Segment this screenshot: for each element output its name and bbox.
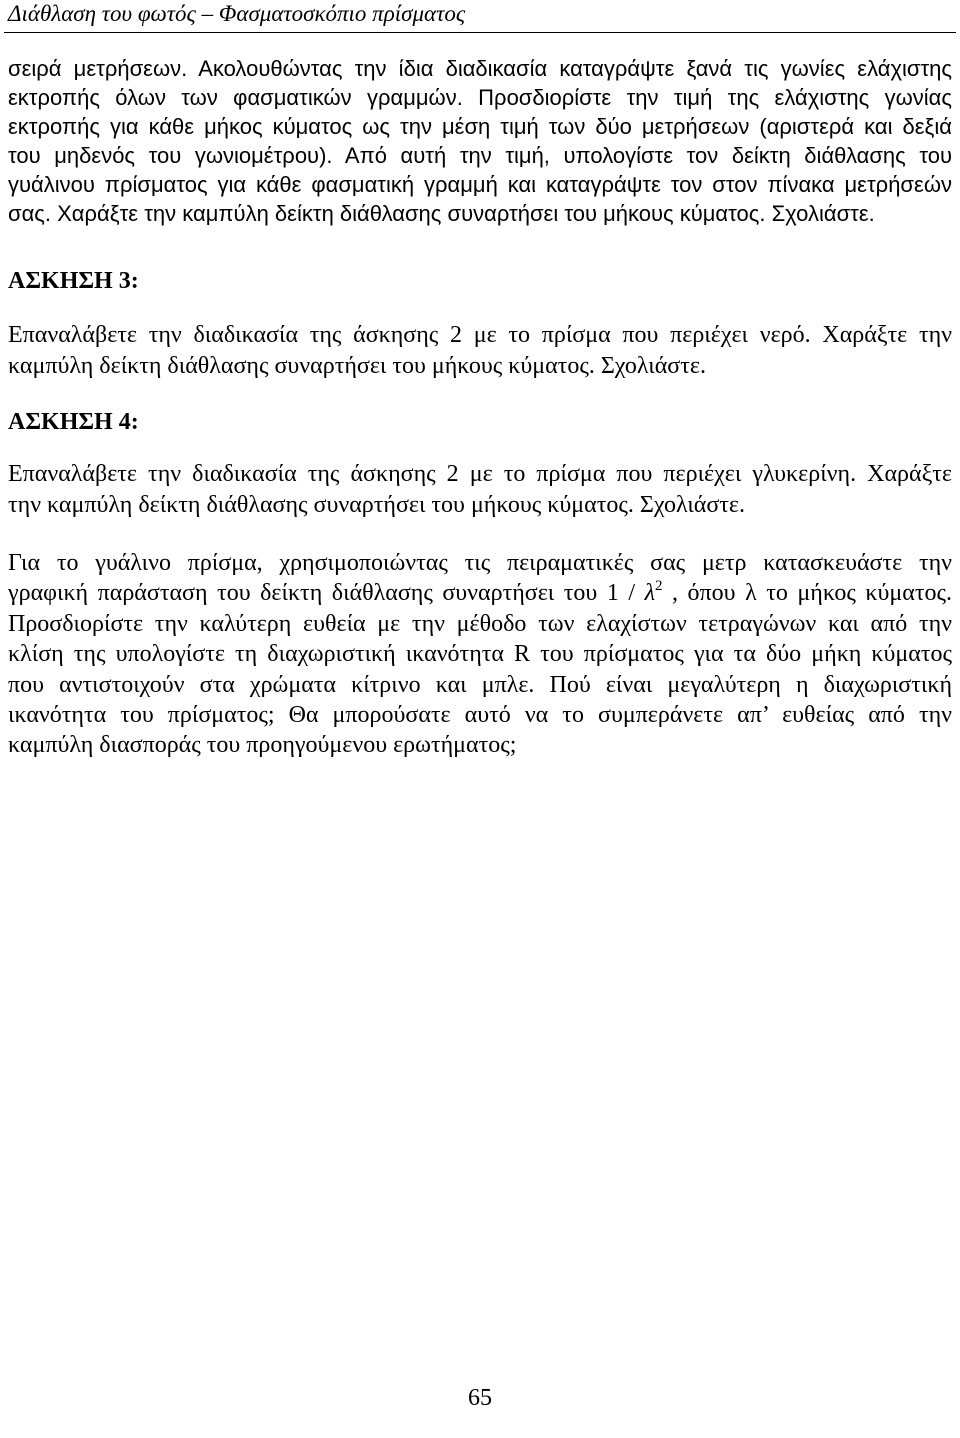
lambda-symbol: λ: [644, 580, 655, 607]
text-line: Προσδιορίστε την καλύτερη ευθεία με την μέθοδο των ελαχίστων τετραγώνων και από την: [8, 610, 952, 637]
text-line: καμπύλη διασποράς του προηγούμενου ερωτήματος;: [8, 732, 517, 759]
formula-lead-text: γραφική παράσταση του δείκτη διάθλασης συναρτήσει του 1 /: [8, 580, 645, 607]
text-line-with-formula: [8, 578, 952, 608]
text-line: την καμπύλη δείκτη διάθλασης συναρτήσει του μήκους κύματος. Σχολιάστε.: [8, 492, 746, 518]
superscript-exponent: 2: [654, 578, 663, 595]
text-line: γυάλινου πρίσματος για κάθε φασματική γραμμή και καταγράψτε τον στον πίνακα μετρήσεών: [8, 172, 952, 197]
formula-trail-text: , όπου λ το μήκος κύματος.: [662, 580, 952, 607]
header-rule: [4, 32, 956, 33]
final-question-paragraph: [8, 548, 952, 761]
text-line: κλίση της υπολογίστε τη διαχωριστική ικανότητα R του πρίσματος για τα δύο μήκη κύματος: [8, 641, 952, 668]
exercise-3-heading: ΑΣΚΗΣΗ 3:: [8, 268, 139, 294]
text-line: που αντιστοιχούν στα χρώματα κίτρινο και μπλε. Πού είναι μεγαλύτερη η διαχωριστική: [8, 671, 952, 698]
text-line: σας. Χαράξτε την καμπύλη δείκτη διάθλασης συναρτήσει του μήκους κύματος. Σχολιάστε.: [8, 201, 875, 226]
text-line: καμπύλη δείκτη διάθλασης συναρτήσει του μήκους κύματος. Σχολιάστε.: [8, 353, 706, 379]
text-line: ικανότητα του πρίσματος; Θα μπορούσατε αυτό να το συμπεράνετε απ’ ευθείας από την: [8, 702, 952, 729]
text-line: Επαναλάβετε την διαδικασία της άσκησης 2 με το πρίσμα που περιέχει γλυκερίνη. Χαράξτε: [8, 461, 952, 487]
intro-paragraph: [8, 54, 952, 228]
running-header-title: Διάθλαση του φωτός – Φασματοσκόπιο πρίσματος: [8, 1, 466, 26]
text-line: του μηδενός του γωνιομέτρου). Από αυτή την τιμή, υπολογίστε τον δείκτη διάθλασης του: [8, 143, 952, 168]
text-line: εκτροπής όλων των φασματικών γραμμών. Προσδιορίστε την τιμή της ελάχιστης γωνίας: [8, 85, 952, 110]
text-line: Για το γυάλινο πρίσμα, χρησιμοποιώντας τις πειραματικές σας μετρ κατασκευάστε την: [8, 550, 952, 576]
running-header: [8, 2, 465, 26]
exercise-4-paragraph: [8, 459, 952, 521]
page-number: 65: [468, 1385, 492, 1411]
text-line: εκτροπής για κάθε μήκος κύματος ως την μέση τιμή των δύο μετρήσεων (αριστερά και δεξιά: [8, 114, 952, 139]
text-line: Επαναλάβετε την διαδικασία της άσκησης 2 με το πρίσμα που περιέχει νερό. Χαράξτε την: [8, 322, 952, 348]
text-line: σειρά μετρήσεων. Ακολουθώντας την ίδια διαδικασία καταγράψτε ξανά τις γωνίες ελάχιστης: [8, 56, 952, 81]
exercise-4-heading: ΑΣΚΗΣΗ 4:: [8, 409, 139, 435]
exercise-3-paragraph: [8, 320, 952, 382]
